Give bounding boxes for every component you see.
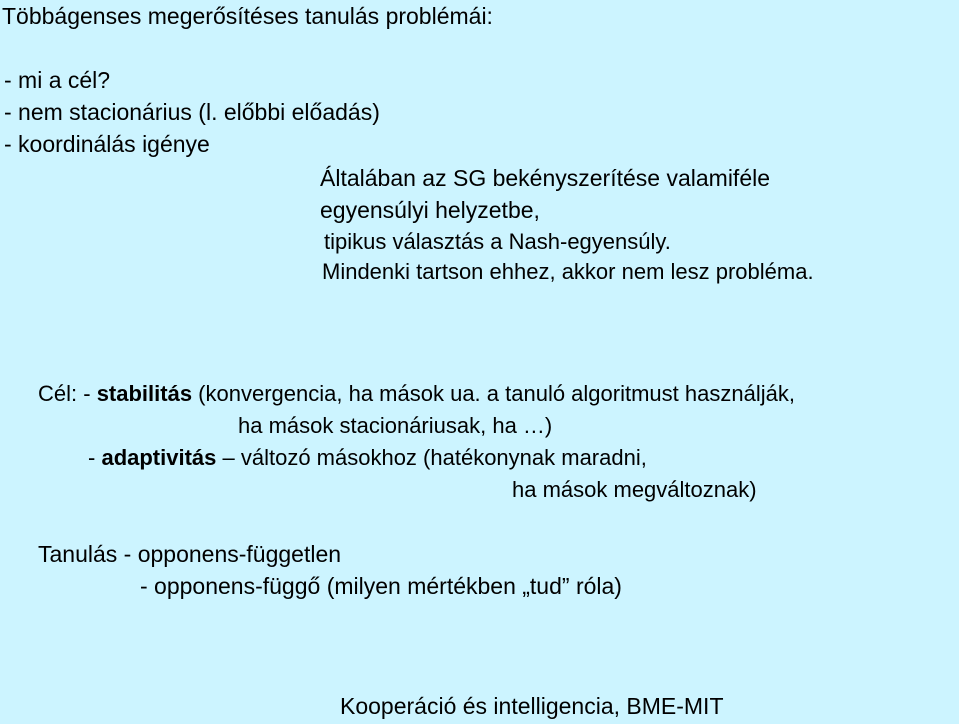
note-line-2: egyensúlyi helyzetbe, bbox=[320, 197, 540, 223]
bullet-goal-question: - mi a cél? bbox=[4, 67, 111, 93]
slide-footer: Kooperáció és intelligencia, BME-MIT bbox=[340, 693, 724, 719]
adaptivity-term: adaptivitás bbox=[101, 445, 217, 470]
note-line-4: Mindenki tartson ehhez, akkor nem lesz probléma. bbox=[322, 259, 814, 284]
goal-prefix: Cél: - bbox=[38, 381, 97, 406]
goal-stability-line bbox=[38, 380, 795, 408]
slide-title: Többágenses megerősítéses tanulás problémái: bbox=[2, 3, 493, 29]
adaptivity-description: – változó másokhoz (hatékonynak maradni, bbox=[216, 445, 647, 470]
learning-dependent: - opponens-függő (milyen mértékben „tud” róla) bbox=[140, 573, 622, 599]
adapt-prefix: - bbox=[88, 445, 102, 470]
learning-independent: Tanulás - opponens-független bbox=[38, 541, 342, 567]
adaptivity-continuation: ha mások megváltoznak) bbox=[512, 477, 757, 502]
bullet-nonstationary: - nem stacionárius (l. előbbi előadás) bbox=[4, 99, 380, 125]
note-line-3: tipikus választás a Nash-egyensúly. bbox=[324, 229, 671, 254]
note-line-1: Általában az SG bekényszerítése valamiféle bbox=[320, 165, 771, 191]
stability-description: (konvergencia, ha mások ua. a tanuló algoritmust használják, bbox=[192, 381, 795, 406]
stability-term: stabilitás bbox=[96, 381, 193, 406]
stability-continuation: ha mások stacionáriusak, ha …) bbox=[238, 413, 553, 438]
goal-adaptivity-line bbox=[88, 444, 647, 472]
bullet-coordination: - koordinálás igénye bbox=[4, 131, 210, 157]
